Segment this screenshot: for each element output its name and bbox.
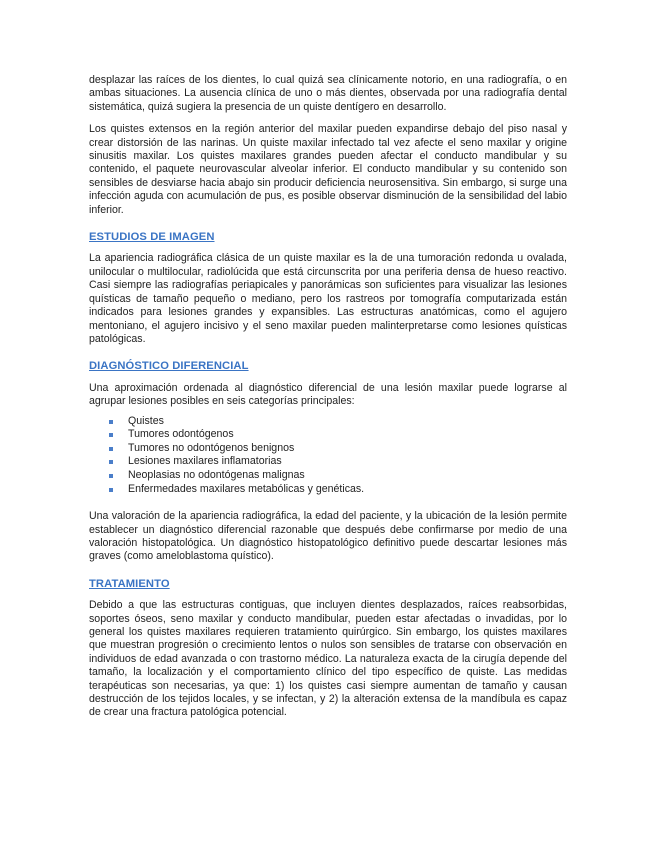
list-item-text: Enfermedades maxilares metabólicas y genéticas. [128,482,365,495]
document-page [89,74,567,729]
list-item-text: Tumores no odontógenos benignos [128,441,295,454]
square-bullet-icon [109,474,113,478]
list-item-text: Neoplasias no odontógenas malignas [128,468,305,481]
list-item [109,428,567,442]
paragraph-diferencial-intro: Una aproximación ordenada al diagnóstico diferencial de una lesión maxilar puede lograrse al agrupar lesiones posibles en seis categorías principales: [89,381,567,408]
list-item-text: Lesiones maxilares inflamatorias [128,455,282,468]
list-item [109,483,567,497]
heading-tratamiento: TRATAMIENTO [89,577,170,590]
list-item [109,469,567,483]
square-bullet-icon [109,433,113,437]
list-item-text: Tumores odontógenos [128,428,234,441]
square-bullet-icon [109,460,113,464]
square-bullet-icon [109,420,113,424]
category-list [89,415,567,497]
list-item [109,415,567,429]
paragraph-extensive-cysts: Los quistes extensos en la región anterior del maxilar pueden expandirse debajo del piso nasal y crear distorsión de las narinas. Un quiste maxilar infectado tal vez afecte el seno maxilar y origine sinusitis maxilar. Los quistes maxilares grandes pueden afectar el conducto mandibular y su contenido, el paquete neurovascular alveolar inferior. El conducto mandibular y su contenido son sensibles de desviarse hacia abajo sin producir deficiencia neurosensitiva. Sin embargo, si surge una infección aguda con acumulación de pus, es posible observar disminución de la sensibilidad del labio inferior. [89,123,567,216]
square-bullet-icon [109,447,113,451]
paragraph-tratamiento: Debido a que las estructuras contiguas, que incluyen dientes desplazados, raíces reabsorbidas, soportes óseos, seno maxilar y conducto mandibular, pueden estar afectadas o invadidas, por lo general los quistes maxilares requieren tratamiento quirúrgico. Sin embargo, los quistes maxilares que muestran progresión o crecimiento lentos o nulos son sensibles de tratarse con observación en individuos de edad avanzada o con trastorno médico. La naturaleza exacta de la cirugía depende del tamaño, la localización y el comportamiento clínico del tipo específico de quiste. Las medidas terapéuticas son necesarias, ya que: 1) los quistes casi siempre aumentan de tamaño y causan destrucción de los tejidos locales, y se infectan, y 2) la alteración extensa de la mandíbula es capaz de crear una fractura patológica potencial. [89,599,567,719]
paragraph-diferencial-outro: Una valoración de la apariencia radiográfica, la edad del paciente, y la ubicación de la lesión permite establecer un diagnóstico diferencial razonable que después debe confirmarse por medio de una valoración histopatológica. Un diagnóstico histopatológico definitivo puede descartar lesiones más graves (como ameloblastoma quístico). [89,510,567,563]
heading-diagnostico-diferencial: DIAGNÓSTICO DIFERENCIAL [89,360,249,373]
paragraph-imagen: La apariencia radiográfica clásica de un quiste maxilar es la de una tumoración redonda u ovalada, unilocular o multilocular, radiolúcida que está circunscrita por una periferia densa de hueso reactivo. Casi siempre las radiografías periapicales y panorámicas son suficientes para visualizar las lesiones quísticas de tamaño pequeño o mediano, pero los rastreos por tomografía computarizada están indicados para lesiones grandes y expansibles. Las estructuras anatómicas, como el agujero mentoniano, el agujero incisivo y el seno maxilar pueden malinterpretarse como lesiones quísticas patológicas. [89,252,567,345]
square-bullet-icon [109,488,113,492]
paragraph-roots: desplazar las raíces de los dientes, lo cual quizá sea clínicamente notorio, en una radiografía, o en ambas situaciones. La ausencia clínica de uno o más dientes, observada por una radiografía dental sistemática, quizá sugiera la presencia de un quiste dentígero en desarrollo. [89,74,567,113]
heading-estudios-de-imagen: ESTUDIOS DE IMAGEN [89,231,215,244]
list-item [109,442,567,456]
list-item [109,455,567,469]
list-item-text: Quistes [128,414,164,427]
